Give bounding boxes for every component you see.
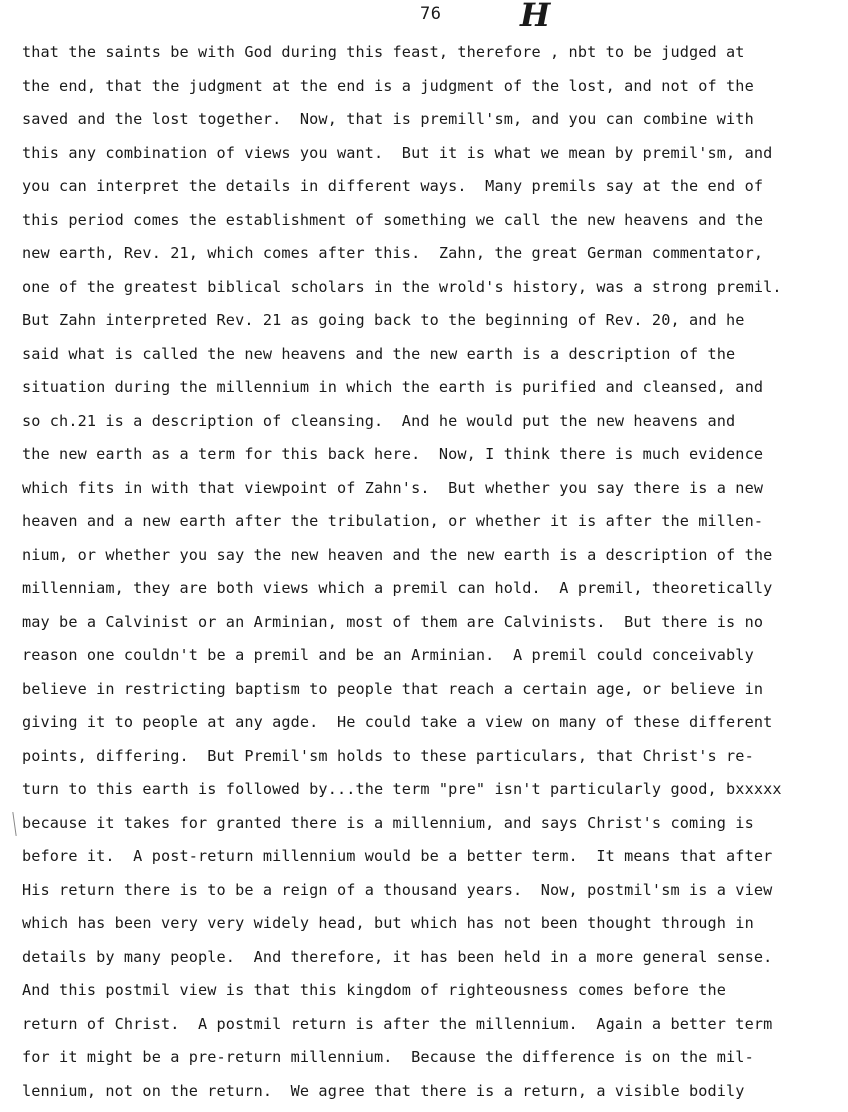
text-line: you can interpret the details in different ways. Many premils say at the end of: [22, 174, 848, 208]
text-line: so ch.21 is a description of cleansing. And he would put the new heavens and: [22, 409, 848, 443]
handwritten-section-mark: H: [520, 0, 550, 34]
text-line: turn to this earth is followed by...the term "pre" isn't particularly good, bxxxxx: [22, 777, 848, 811]
text-line: the new earth as a term for this back here. Now, I think there is much evidence: [22, 442, 848, 476]
text-line: before it. A post-return millennium would be a better term. It means that after: [22, 844, 848, 878]
text-line: reason one couldn't be a premil and be an Arminian. A premil could conceivably: [22, 643, 848, 677]
text-line: situation during the millennium in which the earth is purified and cleansed, and: [22, 375, 848, 409]
text-line: nium, or whether you say the new heaven and the new earth is a description of the: [22, 543, 848, 577]
margin-pencil-mark: [12, 812, 16, 836]
text-line: new earth, Rev. 21, which comes after this. Zahn, the great German commentator,: [22, 241, 848, 275]
text-line: millenniam, they are both views which a premil can hold. A premil, theoretically: [22, 576, 848, 610]
text-line: because it takes for granted there is a millennium, and says Christ's coming is: [22, 811, 848, 845]
text-line: lennium, not on the return. We agree that there is a return, a visible bodily: [22, 1079, 848, 1112]
text-line: believe in restricting baptism to people that reach a certain age, or believe in: [22, 677, 848, 711]
text-line: saved and the lost together. Now, that is premill'sm, and you can combine with: [22, 107, 848, 141]
text-line: giving it to people at any agde. He could take a view on many of these different: [22, 710, 848, 744]
text-line: that the saints be with God during this feast, therefore , nbt to be judged at: [22, 40, 848, 74]
text-line: said what is called the new heavens and the new earth is a description of the: [22, 342, 848, 376]
text-line: But Zahn interpreted Rev. 21 as going back to the beginning of Rev. 20, and he: [22, 308, 848, 342]
text-line: return of Christ. A postmil return is after the millennium. Again a better term: [22, 1012, 848, 1046]
text-line: which fits in with that viewpoint of Zahn's. But whether you say there is a new: [22, 476, 848, 510]
text-line: one of the greatest biblical scholars in the wrold's history, was a strong premil.: [22, 275, 848, 309]
text-line: heaven and a new earth after the tribulation, or whether it is after the millen-: [22, 509, 848, 543]
page-number: 76: [420, 4, 441, 24]
text-line: may be a Calvinist or an Arminian, most of them are Calvinists. But there is no: [22, 610, 848, 644]
text-line: points, differing. But Premil'sm holds to these particulars, that Christ's re-: [22, 744, 848, 778]
text-line: this any combination of views you want. But it is what we mean by premil'sm, and: [22, 141, 848, 175]
text-line: And this postmil view is that this kingdom of righteousness comes before the: [22, 978, 848, 1012]
text-line: His return there is to be a reign of a thousand years. Now, postmil'sm is a view: [22, 878, 848, 912]
text-line: the end, that the judgment at the end is a judgment of the lost, and not of the: [22, 74, 848, 108]
text-line: this period comes the establishment of something we call the new heavens and the: [22, 208, 848, 242]
text-line: which has been very very widely head, but which has not been thought through in: [22, 911, 848, 945]
typed-body-text: [22, 40, 848, 1112]
text-line: for it might be a pre-return millennium. Because the difference is on the mil-: [22, 1045, 848, 1079]
text-line: details by many people. And therefore, it has been held in a more general sense.: [22, 945, 848, 979]
